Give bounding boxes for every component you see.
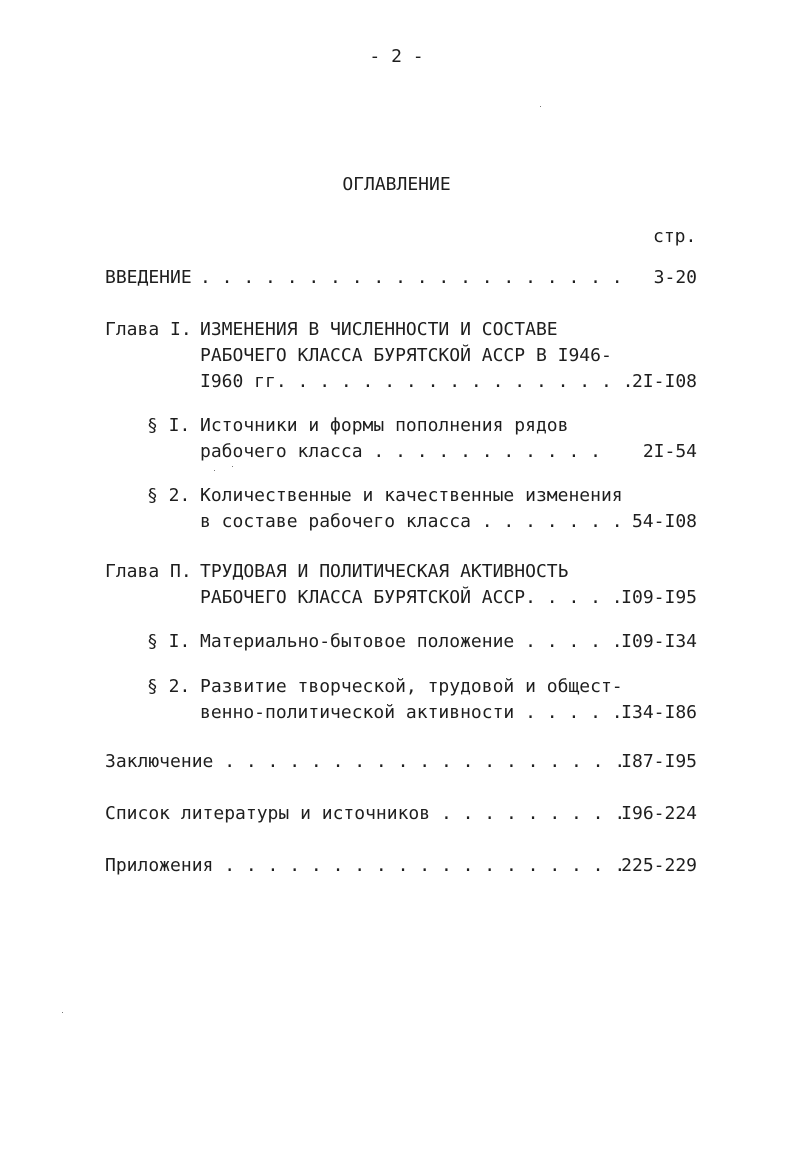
toc-entry-pages: I09-I95 — [621, 587, 697, 608]
toc-entry-title: ВВЕДЕНИЕ — [105, 267, 192, 288]
section-title-line: Источники и формы пополнения рядов — [200, 415, 569, 436]
toc-entry-pages: I96-224 — [621, 803, 697, 824]
toc-title: ОГЛАВЛЕНИЕ — [342, 174, 451, 195]
chapter-title-line: ТРУДОВАЯ И ПОЛИТИЧЕСКАЯ АКТИВНОСТЬ — [200, 561, 569, 582]
chapter-label: Глава П. — [105, 561, 192, 582]
toc-entry-leader: . . . . . . . . . . . . . . . . . . . . — [200, 267, 623, 288]
chapter-label: Глава I. — [105, 319, 192, 340]
scan-speck — [232, 466, 233, 467]
toc-entry-title: Приложения . . . . . . . . . . . . . . . . . . . — [105, 855, 626, 876]
section-title-line: Развитие творческой, трудовой и общест- — [200, 676, 623, 697]
page-number: - 2 - — [369, 46, 424, 67]
scan-speck — [540, 106, 541, 107]
toc-entry-pages: I09-I34 — [621, 631, 697, 652]
section-label: § I. — [147, 631, 191, 652]
toc-entry-pages: 3-20 — [653, 267, 697, 288]
toc-entry-pages: 225-229 — [621, 855, 697, 876]
scan-speck — [214, 470, 215, 471]
chapter-title-line: ИЗМЕНЕНИЯ В ЧИСЛЕННОСТИ И СОСТАВЕ — [200, 319, 558, 340]
section-title-line: венно-политической активности . . . . . — [200, 702, 623, 723]
chapter-title-line: РАБОЧЕГО КЛАССА БУРЯТСКОЙ АССР. . . . . — [200, 587, 623, 608]
section-title-line: рабочего класса . . . . . . . . . . . — [200, 441, 601, 462]
section-label: § 2. — [147, 485, 191, 506]
section-title-line: Материально-бытовое положение . . . . . — [200, 631, 623, 652]
toc-entry-title: Заключение . . . . . . . . . . . . . . . . . . . — [105, 751, 626, 772]
scan-speck — [62, 1012, 63, 1013]
toc-entry-pages: I87-I95 — [621, 751, 697, 772]
toc-entry-title: Список литературы и источников . . . . . . . . . — [105, 803, 626, 824]
toc-entry-pages: I34-I86 — [621, 702, 697, 723]
section-title-line: Количественные и качественные изменения — [200, 485, 623, 506]
section-label: § I. — [147, 415, 191, 436]
toc-entry-pages: 2I-I08 — [631, 371, 697, 392]
toc-entry-pages: 54-I08 — [631, 511, 697, 532]
page-column-label: стр. — [653, 226, 697, 247]
section-label: § 2. — [147, 676, 191, 697]
section-title-line: в составе рабочего класса . . . . . . . — [200, 511, 623, 532]
chapter-title-line: I960 гг. . . . . . . . . . . . . . . . . — [200, 371, 634, 392]
toc-entry-pages: 2I-54 — [642, 441, 697, 462]
chapter-title-line: РАБОЧЕГО КЛАССА БУРЯТСКОЙ АССР В I946- — [200, 345, 612, 366]
